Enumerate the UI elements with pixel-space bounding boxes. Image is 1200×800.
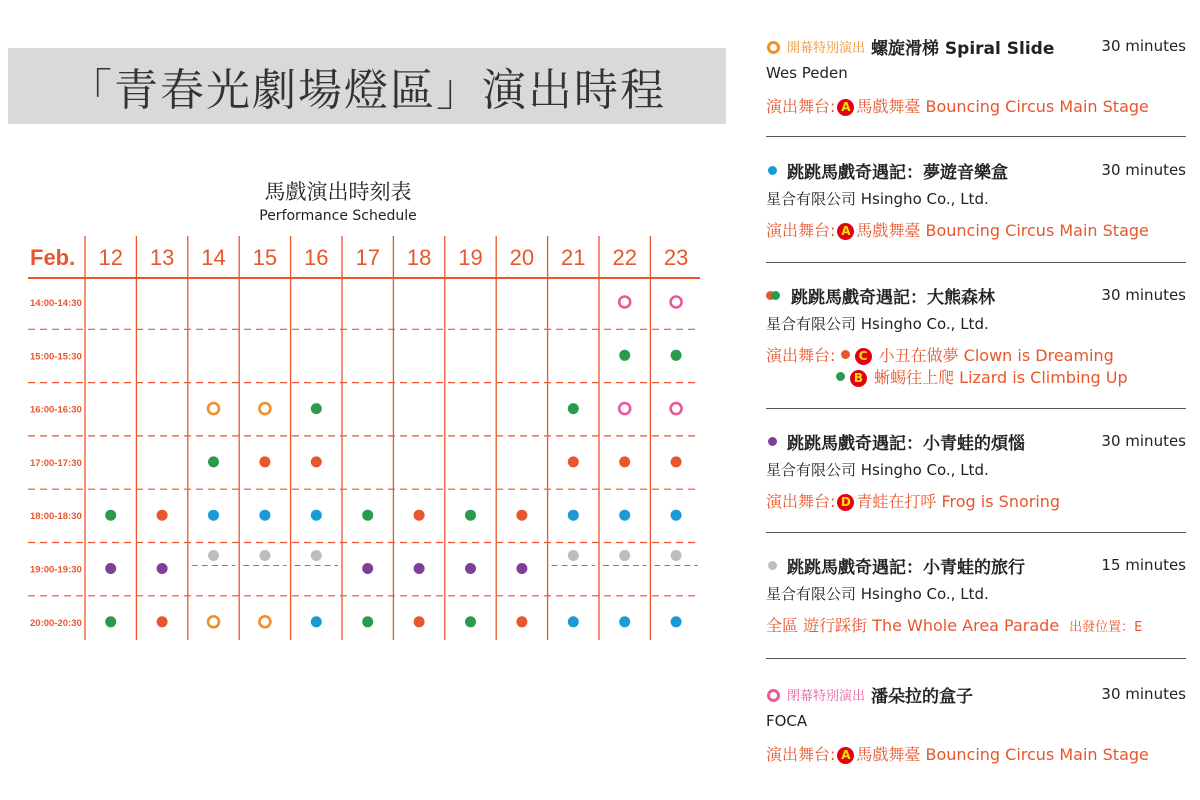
- purple-dot-icon: [766, 431, 780, 451]
- orange-ring-icon: [766, 36, 780, 56]
- red-green-dot-icon: [766, 285, 784, 305]
- performance-entry: [766, 680, 1186, 764]
- page-title: 「青春光劇場燈區」演出時程: [68, 65, 666, 116]
- divider: [766, 136, 1186, 137]
- red-dot-mark: [414, 616, 425, 627]
- green-dot-mark: [619, 350, 630, 361]
- stage-info: [766, 343, 1186, 365]
- orange-ring-mark: [208, 403, 219, 414]
- opening-special-tag: 開幕特別演出: [787, 40, 866, 56]
- stage-info: [766, 613, 1186, 635]
- stage-text: 馬戲舞臺 Bouncing Circus Main Stage: [856, 221, 1149, 240]
- divider: [766, 262, 1186, 263]
- blue-dot-mark: [208, 510, 219, 521]
- performance-duration: 30 minutes: [1101, 685, 1186, 703]
- day-label: 18: [406, 245, 432, 270]
- time-label: 14:00-14:30: [30, 298, 82, 309]
- stage-info: [766, 489, 1186, 511]
- orange-ring-mark: [259, 616, 270, 627]
- day-label: 12: [98, 245, 123, 270]
- month-label: Feb.: [30, 245, 76, 270]
- gray-dot-mark: [208, 550, 219, 561]
- performance-title: 跳跳馬戲奇遇記：小青蛙的煩惱: [787, 433, 1025, 454]
- stage-prefix: 演出舞台:: [766, 97, 836, 116]
- performance-duration: 30 minutes: [1101, 37, 1186, 55]
- green-dot-mark: [362, 616, 373, 627]
- performance-title: 潘朵拉的盒子: [871, 686, 974, 707]
- orange-ring-mark: [259, 403, 270, 414]
- performance-title: 跳跳馬戲奇遇記：小青蛙的旅行: [787, 557, 1025, 578]
- performer: 星合有限公司 Hsingho Co., Ltd.: [766, 585, 989, 603]
- day-label: 17: [355, 245, 380, 270]
- stage-prefix: 演出舞台:: [766, 221, 836, 240]
- schedule-grid: [28, 236, 708, 646]
- performance-duration: 30 minutes: [1101, 161, 1186, 179]
- time-label: 18:00-18:30: [30, 511, 82, 523]
- performance-entry: [766, 156, 1186, 240]
- gray-dot-icon: [766, 555, 780, 575]
- red-dot-mark: [516, 510, 527, 521]
- time-label: 16:00-16:30: [30, 404, 82, 416]
- stage-badge-icon: C: [855, 348, 872, 365]
- performance-title: 跳跳馬戲奇遇記：夢遊音樂盒: [787, 162, 1008, 183]
- divider: [766, 408, 1186, 409]
- green-dot-mark: [208, 456, 219, 467]
- performance-entry: [766, 427, 1186, 511]
- stage-prefix: 演出舞台:: [766, 346, 836, 365]
- stage-text: 青蛙在打呼 Frog is Snoring: [856, 492, 1061, 511]
- day-label: 16: [304, 245, 329, 270]
- purple-dot-mark: [362, 563, 373, 574]
- stage-badge-icon: A: [837, 747, 854, 764]
- red-dot-mark: [568, 456, 579, 467]
- pink-ring-icon: [766, 684, 780, 704]
- orange-ring-mark: [208, 616, 219, 627]
- green-dot-mark: [362, 510, 373, 521]
- blue-dot-mark: [311, 616, 322, 627]
- blue-dot-mark: [671, 616, 682, 627]
- red-dot-icon: [841, 350, 850, 359]
- red-dot-mark: [671, 456, 682, 467]
- day-label: 20: [509, 245, 535, 270]
- red-dot-mark: [311, 456, 322, 467]
- green-dot-mark: [311, 403, 322, 414]
- green-dot-mark: [568, 403, 579, 414]
- gray-dot-mark: [619, 550, 630, 561]
- performer: Wes Peden: [766, 64, 848, 82]
- divider: [766, 658, 1186, 659]
- time-label: 17:00-17:30: [30, 457, 82, 469]
- blue-dot-mark: [619, 616, 630, 627]
- purple-dot-mark: [414, 563, 425, 574]
- day-label: 15: [252, 245, 278, 270]
- red-dot-mark: [414, 510, 425, 521]
- stage-prefix: 演出舞台:: [766, 492, 836, 511]
- day-label: 13: [149, 245, 175, 270]
- blue-dot-mark: [311, 510, 322, 521]
- performance-duration: 30 minutes: [1101, 432, 1186, 450]
- purple-dot-mark: [465, 563, 476, 574]
- stage-badge-icon: A: [837, 223, 854, 240]
- day-label: 19: [458, 245, 483, 270]
- performance-title: 螺旋滑梯 Spiral Slide: [871, 38, 1055, 59]
- blue-dot-icon: [766, 160, 780, 180]
- start-location: 出發位置：E: [1069, 620, 1143, 635]
- green-dot-mark: [671, 350, 682, 361]
- performance-title: 跳跳馬戲奇遇記：大熊森林: [791, 287, 995, 308]
- performance-entry: [766, 551, 1186, 635]
- schedule-title-en: Performance Schedule: [259, 208, 417, 224]
- performance-duration: 15 minutes: [1101, 556, 1186, 574]
- stage-text: 小丑在做夢 Clown is Dreaming: [878, 346, 1114, 365]
- stage-text: 全區 遊行踩街 The Whole Area Parade: [766, 616, 1060, 635]
- stage-info: [766, 218, 1186, 240]
- stage-info: [766, 94, 1186, 116]
- blue-dot-mark: [568, 510, 579, 521]
- performance-entry: [766, 281, 1186, 387]
- blue-dot-mark: [568, 616, 579, 627]
- day-label: 21: [561, 245, 586, 270]
- performance-list: [766, 30, 1186, 800]
- stage-text: 馬戲舞臺 Bouncing Circus Main Stage: [856, 745, 1149, 764]
- purple-dot-mark: [157, 563, 168, 574]
- red-dot-mark: [516, 616, 527, 627]
- performer: 星合有限公司 Hsingho Co., Ltd.: [766, 190, 989, 208]
- pink-ring-mark: [671, 403, 682, 414]
- time-label: 20:00-20:30: [30, 617, 82, 629]
- performance-entry: [766, 32, 1186, 116]
- stage-info: [766, 742, 1186, 764]
- pink-ring-mark: [671, 297, 682, 308]
- gray-dot-mark: [311, 550, 322, 561]
- pink-ring-mark: [619, 297, 630, 308]
- red-dot-mark: [157, 510, 168, 521]
- blue-dot-mark: [671, 510, 682, 521]
- schedule-title: [238, 176, 438, 224]
- stage-badge-icon: A: [837, 99, 854, 116]
- blue-dot-mark: [619, 510, 630, 521]
- gray-dot-mark: [671, 550, 682, 561]
- closing-special-tag: 閉幕特別演出: [787, 688, 866, 704]
- stage-badge-icon: D: [837, 494, 854, 511]
- red-dot-mark: [157, 616, 168, 627]
- performer: FOCA: [766, 712, 808, 730]
- day-label: 14: [201, 245, 226, 270]
- green-dot-icon: [836, 372, 845, 381]
- green-dot-mark: [465, 510, 476, 521]
- stage-info-line2: [766, 365, 1186, 387]
- purple-dot-mark: [516, 563, 527, 574]
- stage-text: 蜥蜴往上爬 Lizard is Climbing Up: [874, 368, 1128, 387]
- performer: 星合有限公司 Hsingho Co., Ltd.: [766, 315, 989, 333]
- day-label: 22: [612, 245, 637, 270]
- day-label: 23: [663, 245, 689, 270]
- stage-prefix: 演出舞台:: [766, 745, 836, 764]
- gray-dot-mark: [568, 550, 579, 561]
- stage-text: 馬戲舞臺 Bouncing Circus Main Stage: [856, 97, 1149, 116]
- green-dot-mark: [105, 616, 116, 627]
- performance-duration: 30 minutes: [1101, 286, 1186, 304]
- red-dot-mark: [259, 456, 270, 467]
- purple-dot-mark: [105, 563, 116, 574]
- blue-dot-mark: [259, 510, 270, 521]
- green-dot-mark: [105, 510, 116, 521]
- page-title-bar: [8, 48, 726, 124]
- time-label: 19:00-19:30: [30, 564, 82, 576]
- gray-dot-mark: [259, 550, 270, 561]
- red-dot-mark: [619, 456, 630, 467]
- stage-badge-icon: B: [850, 370, 867, 387]
- performer: 星合有限公司 Hsingho Co., Ltd.: [766, 461, 989, 479]
- schedule-title-zh: 馬戲演出時刻表: [264, 180, 412, 204]
- green-dot-mark: [465, 616, 476, 627]
- divider: [766, 532, 1186, 533]
- pink-ring-mark: [619, 403, 630, 414]
- time-label: 15:00-15:30: [30, 351, 82, 363]
- performance-schedule-table: [28, 236, 708, 646]
